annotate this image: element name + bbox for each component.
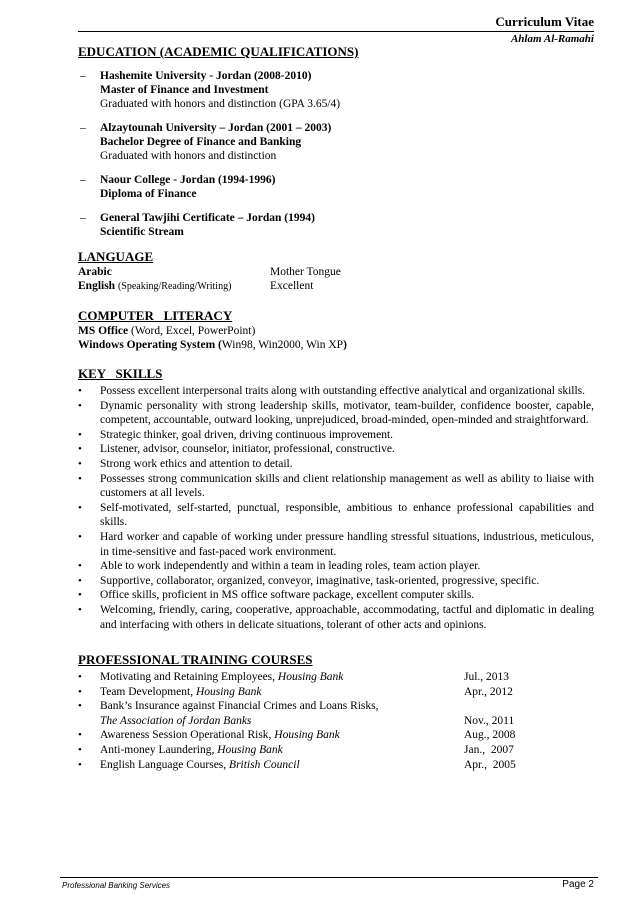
os-close: ) xyxy=(343,339,347,351)
language-name-cell xyxy=(78,265,270,279)
skill-text: Self-motivated, self-started, punctual, responsible, ambitious to enhance professional capabilities and skills. xyxy=(100,501,594,529)
training-item xyxy=(78,685,594,700)
skill-text: Strong work ethics and attention to detail. xyxy=(100,457,293,470)
dash-marker: – xyxy=(80,122,86,134)
os-value: Win98, Win2000, Win XP xyxy=(221,339,344,351)
training-heading: PROFESSIONAL TRAINING COURSES xyxy=(78,652,313,668)
bullet-marker: • xyxy=(78,443,82,456)
training-org: Housing Bank xyxy=(274,729,340,742)
ms-office-label: MS Office xyxy=(78,325,129,337)
education-heading: EDUCATION (ACADEMIC QUALIFICATIONS) xyxy=(78,44,359,59)
training-title: Motivating and Retaining Employees, xyxy=(100,671,278,684)
bullet-marker: • xyxy=(78,472,82,485)
skill-item xyxy=(78,559,594,574)
training-org: Housing Bank xyxy=(277,671,344,684)
education-institution: Naour College - Jordan (1994-1996) xyxy=(100,174,276,186)
skill-item xyxy=(78,588,594,603)
skill-item xyxy=(78,457,594,472)
education-item xyxy=(78,69,594,111)
skill-text: Hard worker and capable of working under pressure handling stressful situations, industrious, meticulous, in time-sensitive and fast-paced work environment. xyxy=(100,530,594,558)
education-institution: Alzaytounah University – Jordan (2001 – 2003) xyxy=(100,122,332,134)
computer-heading: COMPUTER LITERACY xyxy=(78,308,233,323)
language-level: Mother Tongue xyxy=(270,266,341,278)
language-table xyxy=(78,265,594,294)
training-org: The Association of Jordan Banks xyxy=(100,714,252,727)
language-level: Excellent xyxy=(270,280,314,292)
language-name: Arabic xyxy=(78,266,112,278)
education-degree: Bachelor Degree of Finance and Banking xyxy=(100,136,302,148)
skill-text: Possesses strong communication skills and client relationship management as well as ability to liaise with customers at all levels. xyxy=(100,472,594,500)
education-degree: Diploma of Finance xyxy=(100,188,197,200)
training-title-cell xyxy=(100,670,464,685)
training-title-cell xyxy=(100,743,464,758)
training-list xyxy=(78,670,594,772)
skill-item xyxy=(78,603,594,632)
language-heading: LANGUAGE xyxy=(78,249,154,264)
bullet-marker: • xyxy=(78,603,82,616)
bullet-marker: • xyxy=(78,671,82,684)
training-item xyxy=(78,743,594,758)
header-title: Curriculum Vitae xyxy=(495,14,594,29)
bullet-marker: • xyxy=(78,758,82,771)
education-item xyxy=(78,211,594,239)
skill-text: Welcoming, friendly, caring, cooperative, approachable, accommodating, tactful and diplomatic in dealing and interfacing with others in delicate situations, tolerant of other acts and opinions. xyxy=(100,603,594,631)
header-rule xyxy=(78,31,594,32)
training-title: Bank’s Insurance against Financial Crimes and Loans Risks, xyxy=(100,700,379,713)
training-date: Apr., 2012 xyxy=(464,685,513,698)
language-row xyxy=(78,279,594,294)
bullet-marker: • xyxy=(78,501,82,514)
skills-list xyxy=(78,384,594,632)
language-name: English xyxy=(78,280,116,292)
bullet-marker: • xyxy=(78,399,82,412)
language-name-cell xyxy=(78,279,270,294)
dash-marker: – xyxy=(80,174,86,186)
bullet-marker: • xyxy=(78,385,82,397)
training-date: Jan., 2007 xyxy=(464,744,514,757)
skill-text: Office skills, proficient in MS office software package, excellent computer skills. xyxy=(100,589,475,602)
skill-item xyxy=(78,442,594,457)
computer-ms-office xyxy=(78,324,594,338)
training-item xyxy=(78,699,594,728)
bullet-marker: • xyxy=(78,700,82,713)
training-date: Aug., 2008 xyxy=(464,729,516,742)
skill-item xyxy=(78,574,594,589)
footer-left: Professional Banking Services xyxy=(62,881,171,890)
skill-item xyxy=(78,399,594,428)
language-row xyxy=(78,265,594,279)
bullet-marker: • xyxy=(78,744,82,757)
education-institution: Hashemite University - Jordan (2008-2010) xyxy=(100,70,312,82)
training-item xyxy=(78,758,594,773)
education-note: Graduated with honors and distinction xyxy=(100,150,277,162)
training-title-cell xyxy=(100,758,464,773)
training-title-cell xyxy=(100,728,464,743)
skills-heading: KEY SKILLS xyxy=(78,366,163,381)
training-date: Jul., 2013 xyxy=(464,671,510,684)
training-title: Anti-money Laundering, xyxy=(100,744,218,757)
skill-text: Strategic thinker, goal driven, driving continuous improvement. xyxy=(100,428,394,441)
skill-item xyxy=(78,384,594,399)
training-item xyxy=(78,728,594,743)
training-title-cell xyxy=(100,685,464,700)
page-number: Page 2 xyxy=(562,879,594,890)
bullet-marker: • xyxy=(78,457,82,470)
education-list xyxy=(78,69,594,239)
bullet-marker: • xyxy=(78,729,82,742)
bullet-marker: • xyxy=(78,428,82,441)
bullet-marker: • xyxy=(78,530,82,543)
skill-text: Able to work independently and within a team in leading roles, team action player. xyxy=(100,560,481,573)
skill-text: Dynamic personality with strong leadership skills, motivator, team-builder, confidence booster, capable, competent, accountable, outward looking, unprejudiced, broad-minded, open-minded and straightforward. xyxy=(100,399,594,427)
skill-item xyxy=(78,530,594,559)
skill-item xyxy=(78,472,594,501)
header-name: Ahlam Al-Ramahi xyxy=(510,33,594,45)
skill-text: Possess excellent interpersonal traits along with outstanding effective analytical and organizational skills. xyxy=(100,385,586,397)
skill-text: Supportive, collaborator, organized, conveyor, imaginative, task-oriented, progressive, specific. xyxy=(100,574,540,587)
footer-rule xyxy=(60,877,598,878)
training-title: English Language Courses, xyxy=(100,758,230,771)
training-date: Apr., 2005 xyxy=(464,758,516,771)
language-detail: (Speaking/Reading/Writing) xyxy=(117,281,232,292)
bullet-marker: • xyxy=(78,685,82,698)
bullet-marker: • xyxy=(78,560,82,573)
education-item xyxy=(78,173,594,201)
training-org: British Council xyxy=(229,758,300,771)
computer-os xyxy=(78,338,594,352)
education-note: Graduated with honors and distinction (GPA 3.65/4) xyxy=(100,98,341,110)
training-title: Team Development, xyxy=(100,685,196,698)
cv-content xyxy=(78,44,594,772)
education-degree: Master of Finance and Investment xyxy=(100,84,269,96)
dash-marker: – xyxy=(80,70,86,82)
training-title: Awareness Session Operational Risk, xyxy=(100,729,275,742)
training-item xyxy=(78,670,594,685)
skill-item xyxy=(78,501,594,530)
training-title-cell xyxy=(100,699,464,728)
skill-text: Listener, advisor, counselor, initiator, professional, constructive. xyxy=(100,443,395,456)
education-degree: Scientific Stream xyxy=(100,226,184,238)
skill-item xyxy=(78,428,594,443)
training-date: Nov., 2011 xyxy=(464,714,515,727)
os-label: Windows Operating System ( xyxy=(78,339,222,351)
education-institution: General Tawjihi Certificate – Jordan (1994) xyxy=(100,212,315,224)
education-item xyxy=(78,121,594,163)
bullet-marker: • xyxy=(78,574,82,587)
ms-office-value: (Word, Excel, PowerPoint) xyxy=(128,325,256,337)
dash-marker: – xyxy=(80,212,86,224)
training-org: Housing Bank xyxy=(217,744,283,757)
training-org: Housing Bank xyxy=(195,685,262,698)
bullet-marker: • xyxy=(78,589,82,602)
